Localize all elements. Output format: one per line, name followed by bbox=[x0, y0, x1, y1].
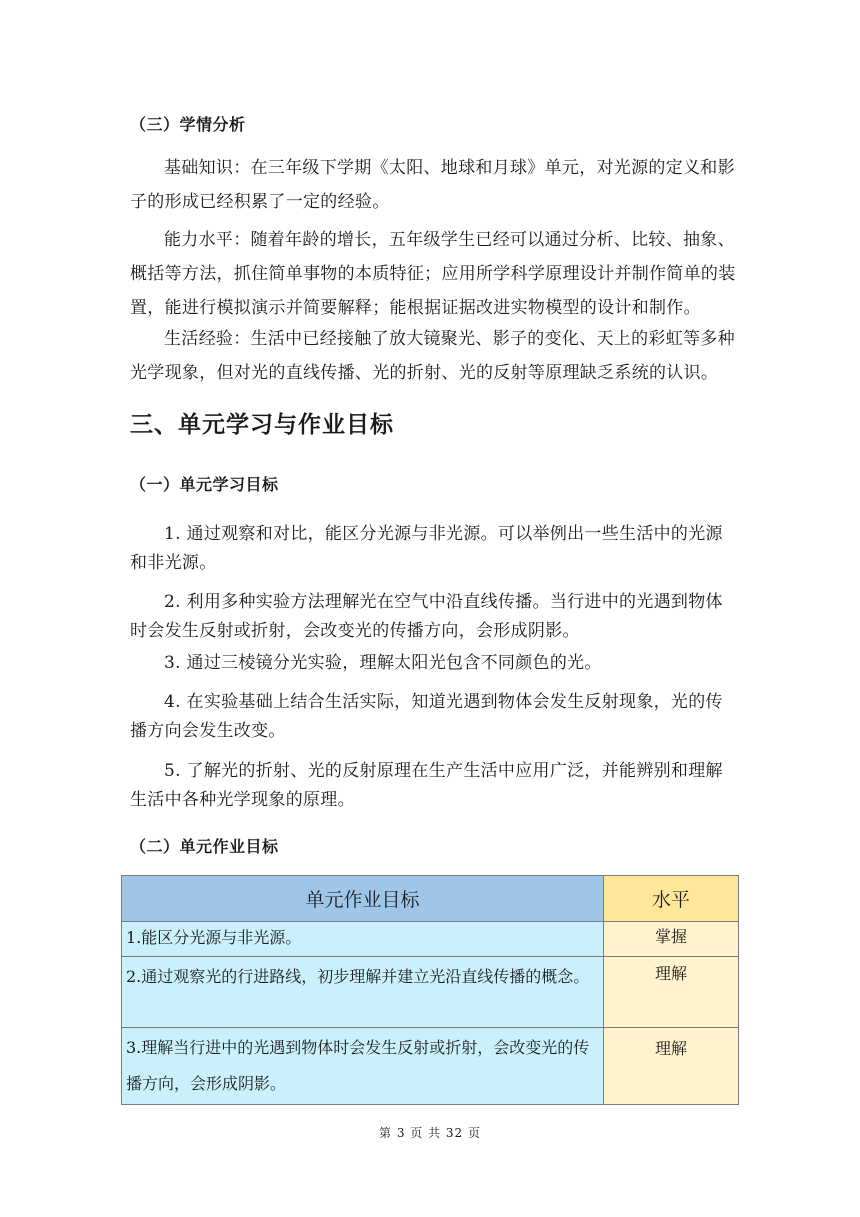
table-row bbox=[122, 957, 739, 1028]
learning-goal-item: 3. 通过三棱镜分光实验，理解太阳光包含不同颜色的光。 bbox=[164, 653, 602, 673]
column-header-level: 水平 bbox=[604, 876, 739, 922]
homework-goals-table bbox=[121, 875, 739, 1105]
learning-goal-item: 5. 了解光的折射、光的反射原理在生产生活中应用广泛，并能辨别和理解生活中各种光学现象的原理。 bbox=[130, 761, 723, 810]
learning-goal-item: 2. 利用多种实验方法理解光在空气中沿直线传播。当行进中的光遇到物体时会发生反射或折射，会改变光的传播方向，会形成阴影。 bbox=[130, 592, 723, 641]
table-header-row bbox=[122, 876, 739, 922]
level-cell: 理解 bbox=[604, 1028, 739, 1105]
table-row bbox=[122, 922, 739, 957]
level-cell: 理解 bbox=[604, 957, 739, 1028]
paragraph-basic-knowledge: 基础知识：在三年级下学期《太阳、地球和月球》单元，对光源的定义和影子的形成已经积累了一定的经验。 bbox=[130, 158, 735, 212]
level-cell: 掌握 bbox=[604, 922, 739, 957]
learning-goal-item: 4. 在实验基础上结合生活实际，知道光遇到物体会发生反射现象，光的传播方向会发生改变。 bbox=[130, 692, 723, 741]
section-heading-goals: 三、单元学习与作业目标 bbox=[130, 412, 394, 438]
goal-cell: 1.能区分光源与非光源。 bbox=[122, 922, 604, 957]
subheading-homework-goals: （二）单元作业目标 bbox=[130, 837, 279, 856]
learning-goal-item: 1. 通过观察和对比，能区分光源与非光源。可以举例出一些生活中的光源和非光源。 bbox=[130, 524, 723, 573]
paragraph-life-experience: 生活经验：生活中已经接触了放大镜聚光、影子的变化、天上的彩虹等多种光学现象，但对光的直线传播、光的折射、光的反射等原理缺乏系统的认识。 bbox=[130, 329, 735, 383]
paragraph-ability-level: 能力水平：随着年龄的增长，五年级学生已经可以通过分析、比较、抽象、概括等方法，抓住简单事物的本质特征；应用所学科学原理设计并制作简单的装置，能进行模拟演示并简要解释；能根据证据改进实物模型的设计和制作。 bbox=[130, 230, 736, 318]
table-row bbox=[122, 1028, 739, 1105]
page-number-footer: 第 3 页 共 32 页 bbox=[379, 1126, 481, 1140]
goal-cell: 2.通过观察光的行进路线，初步理解并建立光沿直线传播的概念。 bbox=[122, 957, 604, 1028]
column-header-goal: 单元作业目标 bbox=[122, 876, 604, 922]
goal-cell: 3.理解当行进中的光遇到物体时会发生反射或折射，会改变光的传播方向，会形成阴影。 bbox=[122, 1028, 604, 1105]
subheading-learning-goals: （一）单元学习目标 bbox=[130, 475, 279, 494]
section-heading-analysis: （三）学情分析 bbox=[130, 115, 246, 134]
